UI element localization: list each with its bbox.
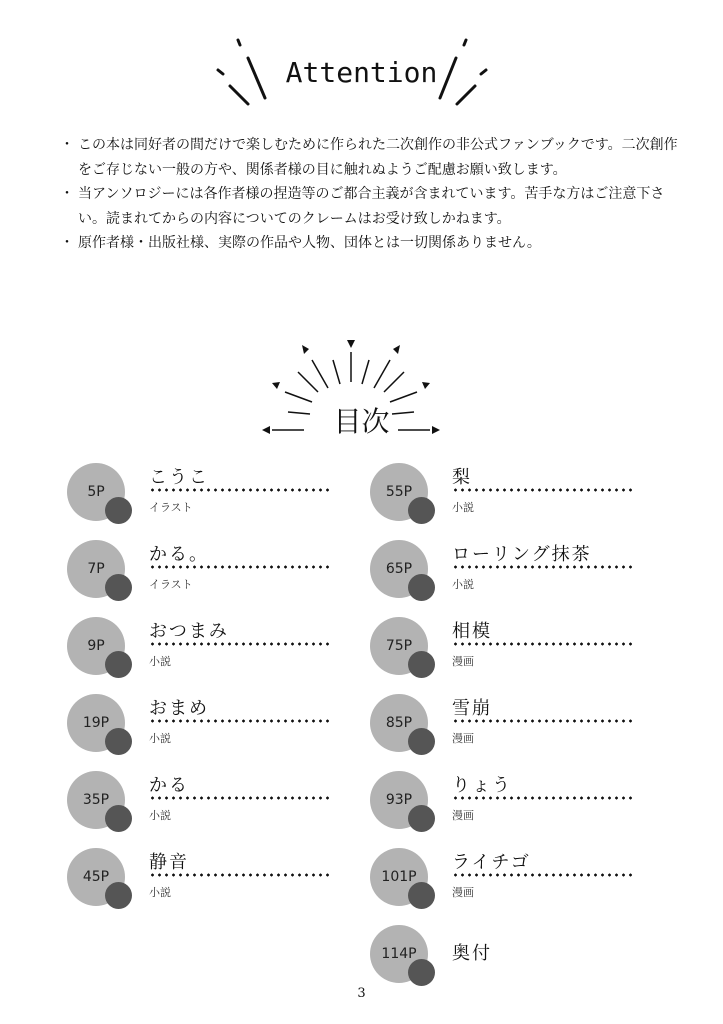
toc-entry (370, 463, 670, 533)
note-item: ・ 当アンソロジーには各作者様の捏造等のご都合主義が含まれています。苦手な方はご注意下さい。読まれてからの内容についてのクレームはお受け致しかねます。 (62, 182, 682, 231)
accent-circle (408, 805, 435, 832)
entry-category: 小説 (452, 501, 474, 514)
dotted-leader (149, 796, 331, 800)
accent-circle (408, 497, 435, 524)
entry-category: 小説 (149, 886, 171, 899)
toc-entry (370, 540, 670, 610)
page-number: 3 (357, 986, 366, 1001)
page-number-label: 85P (385, 715, 413, 731)
toc-entry (370, 848, 670, 918)
dotted-leader (452, 642, 634, 646)
dotted-leader (452, 796, 634, 800)
entry-category: 小説 (149, 655, 171, 668)
dotted-leader (452, 719, 634, 723)
accent-circle (105, 882, 132, 909)
page-number-label: 114P (381, 946, 417, 962)
page-number-label: 101P (381, 869, 417, 885)
page-number-label: 7P (87, 561, 105, 577)
entry-title: おまめ (149, 698, 209, 719)
accent-circle (105, 574, 132, 601)
entry-category: 漫画 (452, 655, 474, 668)
entry-title: 相模 (452, 621, 492, 642)
toc-entry (67, 540, 367, 610)
accent-circle (105, 805, 132, 832)
page-number-label: 5P (87, 484, 105, 500)
page-number-label: 65P (385, 561, 413, 577)
dotted-leader (452, 565, 634, 569)
page-number-label: 35P (82, 792, 110, 808)
entry-title: おつまみ (149, 621, 229, 642)
entry-title: ローリング抹茶 (452, 544, 592, 565)
accent-circle (105, 728, 132, 755)
entry-title: 奥付 (452, 943, 492, 964)
entry-category: イラスト (149, 501, 193, 514)
entry-title: 梨 (452, 467, 472, 488)
entry-title: かる (149, 775, 189, 796)
page-number-label: 55P (385, 484, 413, 500)
toc-title: 目次 (333, 405, 390, 438)
toc-entry (370, 617, 670, 687)
dotted-leader (452, 873, 634, 877)
page-number-label: 9P (87, 638, 105, 654)
dotted-leader (149, 873, 331, 877)
toc-entry (370, 694, 670, 764)
accent-circle (408, 651, 435, 678)
accent-circle (408, 882, 435, 909)
page-number-label: 93P (385, 792, 413, 808)
entry-title: りょう (452, 775, 512, 796)
accent-circle (408, 959, 435, 986)
toc-entry (67, 848, 367, 918)
toc-entry (67, 694, 367, 764)
notes-list (62, 133, 682, 256)
page-number-label: 19P (82, 715, 110, 731)
note-item: ・ この本は同好者の間だけで楽しむために作られた二次創作の非公式ファンブックです。二次創作をご存じない一般の方や、関係者様の目に触れぬようご配慮お願い致します。 (62, 133, 682, 182)
toc-entry (67, 463, 367, 533)
toc-entry (370, 771, 670, 841)
page-number-label: 75P (385, 638, 413, 654)
entry-title: かる。 (149, 544, 209, 565)
entry-category: 漫画 (452, 809, 474, 822)
entry-category: イラスト (149, 578, 193, 591)
accent-circle (408, 728, 435, 755)
dotted-leader (149, 642, 331, 646)
attention-heading: Attention (285, 56, 438, 89)
toc-entry (370, 925, 670, 995)
toc-entry (67, 771, 367, 841)
note-item: ・ 原作者様・出版社様、実際の作品や人物、団体とは一切関係ありません。 (62, 231, 682, 256)
accent-circle (408, 574, 435, 601)
entry-category: 小説 (149, 809, 171, 822)
entry-title: ライチゴ (452, 852, 531, 873)
entry-category: 漫画 (452, 732, 474, 745)
entry-title: こうこ (149, 467, 209, 488)
dotted-leader (149, 719, 331, 723)
entry-category: 小説 (149, 732, 171, 745)
dotted-leader (149, 565, 331, 569)
entry-title: 雪崩 (452, 698, 492, 719)
accent-circle (105, 497, 132, 524)
entry-title: 静音 (149, 852, 189, 873)
dotted-leader (452, 488, 634, 492)
page-number-label: 45P (82, 869, 110, 885)
entry-category: 小説 (452, 578, 474, 591)
accent-circle (105, 651, 132, 678)
dotted-leader (149, 488, 331, 492)
toc-entry (67, 617, 367, 687)
entry-category: 漫画 (452, 886, 474, 899)
